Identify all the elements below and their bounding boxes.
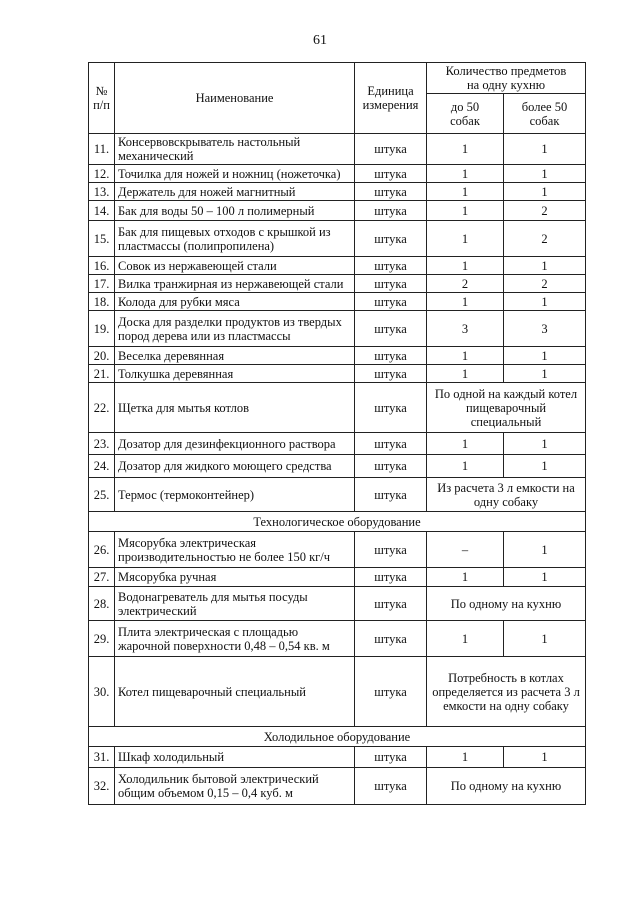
section-header-row xyxy=(89,512,586,532)
unit-cell: штука xyxy=(355,568,427,587)
row-number: 17. xyxy=(89,275,115,293)
table-row xyxy=(89,768,586,805)
quantity-over-50: 1 xyxy=(504,134,586,165)
unit-cell: штука xyxy=(355,433,427,455)
item-name: Мясорубка ручная xyxy=(115,568,355,587)
unit-cell: штука xyxy=(355,365,427,383)
quantity-over-50: 1 xyxy=(504,433,586,455)
quantity-merged: Из расчета 3 л емкости на одну собаку xyxy=(427,478,586,512)
row-number: 15. xyxy=(89,221,115,257)
quantity-over-50: 1 xyxy=(504,532,586,568)
row-number: 32. xyxy=(89,768,115,805)
item-name: Термос (термоконтейнер) xyxy=(115,478,355,512)
row-number: 16. xyxy=(89,257,115,275)
quantity-under-50: 1 xyxy=(427,257,504,275)
item-name: Бак для воды 50 – 100 л полимерный xyxy=(115,201,355,221)
item-name: Колода для рубки мяса xyxy=(115,293,355,311)
table-row xyxy=(89,383,586,433)
table-row xyxy=(89,478,586,512)
item-name: Бак для пищевых отходов с крышкой из пластмассы (полипропилена) xyxy=(115,221,355,257)
header-unit: Единица измерения xyxy=(355,63,427,134)
section-title: Технологическое оборудование xyxy=(89,512,586,532)
item-name: Плита электрическая с площадью жарочной поверхности 0,48 – 0,54 кв. м xyxy=(115,621,355,657)
row-number: 27. xyxy=(89,568,115,587)
header-qty-over-50: более 50 собак xyxy=(504,94,586,134)
quantity-under-50: – xyxy=(427,532,504,568)
equipment-table xyxy=(88,62,586,805)
unit-cell: штука xyxy=(355,221,427,257)
table-row xyxy=(89,183,586,201)
unit-cell: штука xyxy=(355,293,427,311)
quantity-over-50: 1 xyxy=(504,293,586,311)
table-row xyxy=(89,347,586,365)
unit-cell: штука xyxy=(355,747,427,768)
header-name: Наименование xyxy=(115,63,355,134)
table-row xyxy=(89,257,586,275)
quantity-under-50: 1 xyxy=(427,568,504,587)
unit-cell: штука xyxy=(355,587,427,621)
unit-cell: штука xyxy=(355,201,427,221)
quantity-under-50: 1 xyxy=(427,365,504,383)
quantity-over-50: 1 xyxy=(504,257,586,275)
table-row xyxy=(89,455,586,478)
page-number: 61 xyxy=(313,33,327,48)
row-number: 20. xyxy=(89,347,115,365)
quantity-over-50: 1 xyxy=(504,747,586,768)
quantity-under-50: 3 xyxy=(427,311,504,347)
item-name: Холодильник бытовой электрический общим объемом 0,15 – 0,4 куб. м xyxy=(115,768,355,805)
unit-cell: штука xyxy=(355,311,427,347)
quantity-over-50: 1 xyxy=(504,347,586,365)
row-number: 21. xyxy=(89,365,115,383)
item-name: Мясорубка электрическая производительностью не более 150 кг/ч xyxy=(115,532,355,568)
row-number: 23. xyxy=(89,433,115,455)
quantity-merged: По одной на каждый котел пищеварочный специальный xyxy=(427,383,586,433)
unit-cell: штука xyxy=(355,165,427,183)
quantity-over-50: 3 xyxy=(504,311,586,347)
row-number: 11. xyxy=(89,134,115,165)
table-row xyxy=(89,587,586,621)
item-name: Щетка для мытья котлов xyxy=(115,383,355,433)
item-name: Шкаф холодильный xyxy=(115,747,355,768)
quantity-under-50: 2 xyxy=(427,275,504,293)
quantity-over-50: 1 xyxy=(504,568,586,587)
item-name: Точилка для ножей и ножниц (ножеточка) xyxy=(115,165,355,183)
header-num: № п/п xyxy=(89,63,115,134)
row-number: 30. xyxy=(89,657,115,727)
item-name: Водонагреватель для мытья посуды электрический xyxy=(115,587,355,621)
quantity-over-50: 2 xyxy=(504,221,586,257)
row-number: 12. xyxy=(89,165,115,183)
quantity-under-50: 1 xyxy=(427,747,504,768)
table-row xyxy=(89,621,586,657)
item-name: Держатель для ножей магнитный xyxy=(115,183,355,201)
row-number: 26. xyxy=(89,532,115,568)
quantity-merged: Потребность в котлах определяется из расчета 3 л емкости на одну собаку xyxy=(427,657,586,727)
item-name: Консервовскрыватель настольный механический xyxy=(115,134,355,165)
unit-cell: штука xyxy=(355,257,427,275)
unit-cell: штука xyxy=(355,621,427,657)
table-row xyxy=(89,311,586,347)
row-number: 31. xyxy=(89,747,115,768)
row-number: 22. xyxy=(89,383,115,433)
quantity-under-50: 1 xyxy=(427,201,504,221)
table-row xyxy=(89,293,586,311)
table-row xyxy=(89,747,586,768)
row-number: 19. xyxy=(89,311,115,347)
quantity-over-50: 1 xyxy=(504,621,586,657)
row-number: 28. xyxy=(89,587,115,621)
unit-cell: штука xyxy=(355,768,427,805)
row-number: 29. xyxy=(89,621,115,657)
item-name: Вилка транжирная из нержавеющей стали xyxy=(115,275,355,293)
table-row xyxy=(89,365,586,383)
table-row xyxy=(89,275,586,293)
quantity-under-50: 1 xyxy=(427,221,504,257)
unit-cell: штука xyxy=(355,532,427,568)
unit-cell: штука xyxy=(355,383,427,433)
table-body xyxy=(89,134,586,805)
unit-cell: штука xyxy=(355,347,427,365)
unit-cell: штука xyxy=(355,455,427,478)
quantity-over-50: 2 xyxy=(504,201,586,221)
header-qty: Количество предметов на одну кухню xyxy=(427,63,586,94)
section-header-row xyxy=(89,727,586,747)
quantity-under-50: 1 xyxy=(427,293,504,311)
table-row xyxy=(89,532,586,568)
table-row xyxy=(89,134,586,165)
quantity-under-50: 1 xyxy=(427,621,504,657)
quantity-under-50: 1 xyxy=(427,347,504,365)
row-number: 18. xyxy=(89,293,115,311)
unit-cell: штука xyxy=(355,478,427,512)
row-number: 24. xyxy=(89,455,115,478)
quantity-under-50: 1 xyxy=(427,433,504,455)
row-number: 13. xyxy=(89,183,115,201)
header-qty-under-50: до 50 собак xyxy=(427,94,504,134)
quantity-over-50: 2 xyxy=(504,275,586,293)
row-number: 25. xyxy=(89,478,115,512)
row-number: 14. xyxy=(89,201,115,221)
quantity-under-50: 1 xyxy=(427,455,504,478)
item-name: Толкушка деревянная xyxy=(115,365,355,383)
table-row xyxy=(89,568,586,587)
item-name: Веселка деревянная xyxy=(115,347,355,365)
item-name: Дозатор для жидкого моющего средства xyxy=(115,455,355,478)
table-row xyxy=(89,221,586,257)
quantity-merged: По одному на кухню xyxy=(427,768,586,805)
unit-cell: штука xyxy=(355,183,427,201)
table-row xyxy=(89,657,586,727)
quantity-over-50: 1 xyxy=(504,165,586,183)
unit-cell: штука xyxy=(355,657,427,727)
quantity-under-50: 1 xyxy=(427,183,504,201)
section-title: Холодильное оборудование xyxy=(89,727,586,747)
item-name: Дозатор для дезинфекционного раствора xyxy=(115,433,355,455)
item-name: Котел пищеварочный специальный xyxy=(115,657,355,727)
unit-cell: штука xyxy=(355,275,427,293)
quantity-over-50: 1 xyxy=(504,183,586,201)
quantity-under-50: 1 xyxy=(427,134,504,165)
table-row xyxy=(89,201,586,221)
item-name: Доска для разделки продуктов из твердых пород дерева или из пластмассы xyxy=(115,311,355,347)
quantity-over-50: 1 xyxy=(504,365,586,383)
unit-cell: штука xyxy=(355,134,427,165)
quantity-merged: По одному на кухню xyxy=(427,587,586,621)
table-row xyxy=(89,433,586,455)
quantity-under-50: 1 xyxy=(427,165,504,183)
table-row xyxy=(89,165,586,183)
quantity-over-50: 1 xyxy=(504,455,586,478)
item-name: Совок из нержавеющей стали xyxy=(115,257,355,275)
